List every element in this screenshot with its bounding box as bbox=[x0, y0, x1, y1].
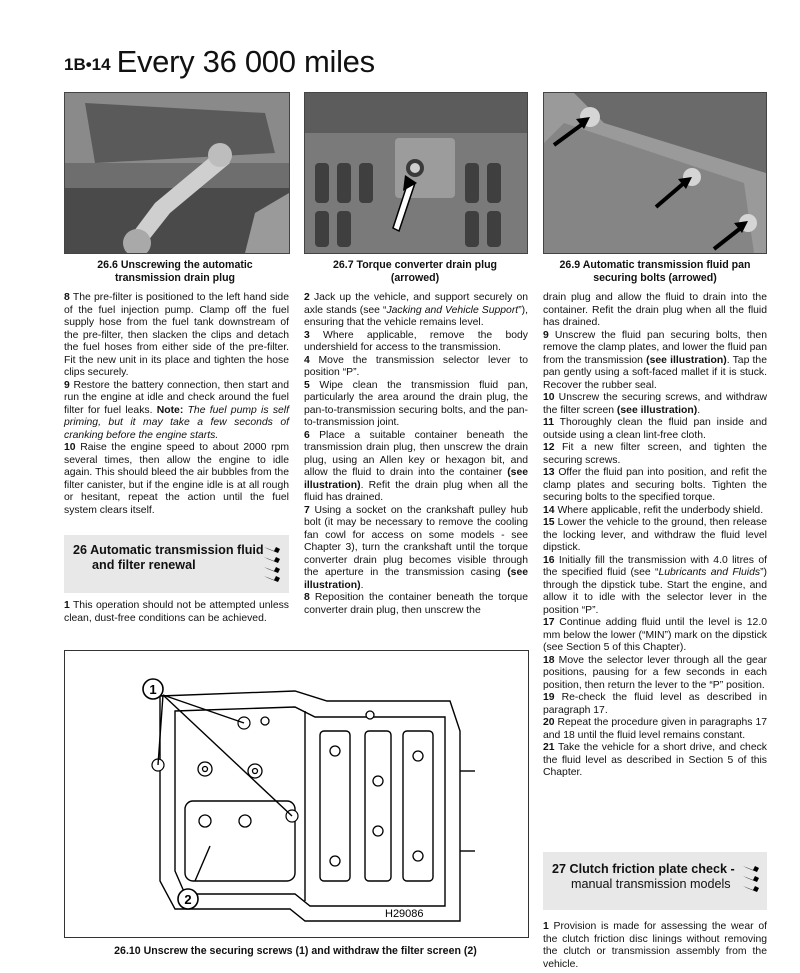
section-title-line2: and filter renewal bbox=[92, 558, 196, 572]
photo-torque-converter bbox=[304, 92, 528, 254]
paragraph: 5 Wipe clean the transmission fluid pan, particularly the area around the drain plug, the pan-to-transmission securing bolts, and the pan-to-transmission joint. bbox=[304, 379, 528, 428]
paragraph: 15 Lower the vehicle to the ground, then release the locking lever, and withdraw the fluid level dipstick. bbox=[543, 517, 767, 553]
paragraph: 7 Using a socket on the crankshaft pulley hub bolt (it may be necessary to remove the cooling fan cowl for access on some models - see Chapter 3), turn the crankshaft until the torque converter drain plug becomes visible through the aperture in the transmission casing (see illustration). bbox=[304, 504, 528, 591]
paragraph: 16 Initially fill the transmission with 4.0 litres of the specified fluid (see “Lubricants and Fluids”) through the dipstick tube. Start the engine, and allow it to idle with the selector lever in the position “P”. bbox=[543, 554, 767, 616]
section-26-heading bbox=[64, 535, 289, 593]
column-1b-text bbox=[64, 600, 289, 625]
page-reference: 1B•14 bbox=[64, 55, 111, 74]
callout-2: 2 bbox=[184, 892, 192, 907]
section-number: 26 bbox=[73, 543, 88, 557]
paragraph: 8 The pre-filter is positioned to the left hand side of the fuel injection pump. Clamp off the fuel supply hose from the fuel tank downstream of the pre-filter, then slacken the clips and detach the fuel hoses from either side of the pre-filter. Fit the new unit in its place and tighten the hose clips securely. bbox=[64, 292, 289, 378]
column-3b-text bbox=[543, 921, 767, 971]
paragraph: 1 This operation should not be attempted unless clean, dust-free conditions can be achieved. bbox=[64, 600, 289, 624]
spanner-difficulty-icon bbox=[262, 543, 282, 588]
paragraph: drain plug and allow the fluid to drain into the container. Refit the drain plug when all the fluid has drained. bbox=[543, 292, 767, 328]
column-3-text bbox=[543, 292, 767, 780]
paragraph: 12 Fit a new filter screen, and tighten the securing screws. bbox=[543, 442, 767, 466]
paragraph: 21 Take the vehicle for a short drive, and check the fluid level as described in Section 5 of this Chapter. bbox=[543, 742, 767, 778]
paragraph: 1 Provision is made for assessing the wear of the clutch friction disc linings without removing the clutch or transmission assembly from the vehicle. bbox=[543, 921, 767, 970]
spanner-difficulty-icon bbox=[741, 862, 761, 905]
column-1-text bbox=[64, 292, 289, 517]
paragraph: 3 Where applicable, remove the body undershield for access to the transmission. bbox=[304, 329, 528, 353]
paragraph: 11 Thoroughly clean the fluid pan inside and outside using a clean lint-free cloth. bbox=[543, 417, 767, 441]
paragraph: 2 Jack up the vehicle, and support securely on axle stands (see “Jacking and Vehicle Support”), ensuring that the vehicle remains level. bbox=[304, 292, 528, 328]
paragraph: 10 Raise the engine speed to about 2000 rpm several times, then allow the engine to idle again. This should bleed the air bubbles from the filter canister, but if the engine idle is at all rough or hesitant, repeat the action until the fuel system clears itself. bbox=[64, 442, 289, 516]
diagram-valve-body bbox=[64, 650, 529, 938]
paragraph: 6 Place a suitable container beneath the transmission drain plug, then unscrew the drain plug, using an Allen key or hexagon bit, and allow the fluid to drain into the container (see illustration). Refit the drain plug when all the fluid has drained. bbox=[304, 429, 528, 503]
paragraph: 19 Re-check the fluid level as described in paragraph 17. bbox=[543, 692, 767, 716]
paragraph: 10 Unscrew the securing screws, and withdraw the filter screen (see illustration). bbox=[543, 392, 767, 416]
paragraph: 9 Unscrew the fluid pan securing bolts, then remove the clamp plates, and lower the fluid pan from the transmission (see illustration). Tap the pan gently using a soft-faced mallet if it is stuck. Recover the rubber seal. bbox=[543, 329, 767, 391]
photo-fluid-pan-bolts bbox=[543, 92, 767, 254]
caption-26-7: 26.7 Torque converter drain plug (arrowed) bbox=[332, 259, 498, 285]
section-number: 27 bbox=[552, 862, 567, 876]
page-header bbox=[64, 40, 375, 80]
paragraph: 17 Continue adding fluid until the level is 12.0 mm below the lower (“MIN”) mark on the dipstick (see Section 5 of this Chapter). bbox=[543, 617, 767, 653]
section-title: Automatic transmission fluid bbox=[90, 543, 264, 557]
callout-1: 1 bbox=[149, 682, 157, 697]
paragraph: 13 Offer the fluid pan into position, and refit the clamp plates and securing bolts. Tighten the securing bolts to the specified torque. bbox=[543, 467, 767, 503]
section-title: Clutch friction plate check - bbox=[569, 862, 735, 876]
photo-drain-plug bbox=[64, 92, 290, 254]
caption-26-6: 26.6 Unscrewing the automatic transmission drain plug bbox=[97, 259, 253, 285]
section-27-heading bbox=[543, 852, 767, 910]
caption-26-10: 26.10 Unscrew the securing screws (1) and withdraw the filter screen (2) bbox=[114, 945, 477, 957]
diagram-code: H29086 bbox=[385, 908, 424, 920]
page-title: Every 36 000 miles bbox=[116, 44, 375, 79]
paragraph: 14 Where applicable, refit the underbody shield. bbox=[543, 504, 764, 516]
paragraph: 20 Repeat the procedure given in paragraphs 17 and 18 until the fluid level remains constant. bbox=[543, 717, 767, 741]
paragraph: 18 Move the selector lever through all the gear positions, pausing for a few seconds in each position, then return the lever to the “P” position. bbox=[543, 654, 767, 691]
column-2-text bbox=[304, 292, 528, 617]
paragraph: 4 Move the transmission selector lever to position “P”. bbox=[304, 354, 528, 378]
paragraph: 8 Reposition the container beneath the torque converter drain plug, then unscrew the bbox=[304, 592, 528, 616]
section-title-line2: manual transmission models bbox=[571, 877, 731, 891]
paragraph: 9 Restore the battery connection, then start and run the engine at idle and check around the fuel filter for fuel leaks. Note: The fuel pump is self priming, but it may take a few seconds of cranking before the engine starts. bbox=[64, 379, 289, 441]
caption-26-9: 26.9 Automatic transmission fluid pan securing bolts (arrowed) bbox=[559, 259, 751, 285]
